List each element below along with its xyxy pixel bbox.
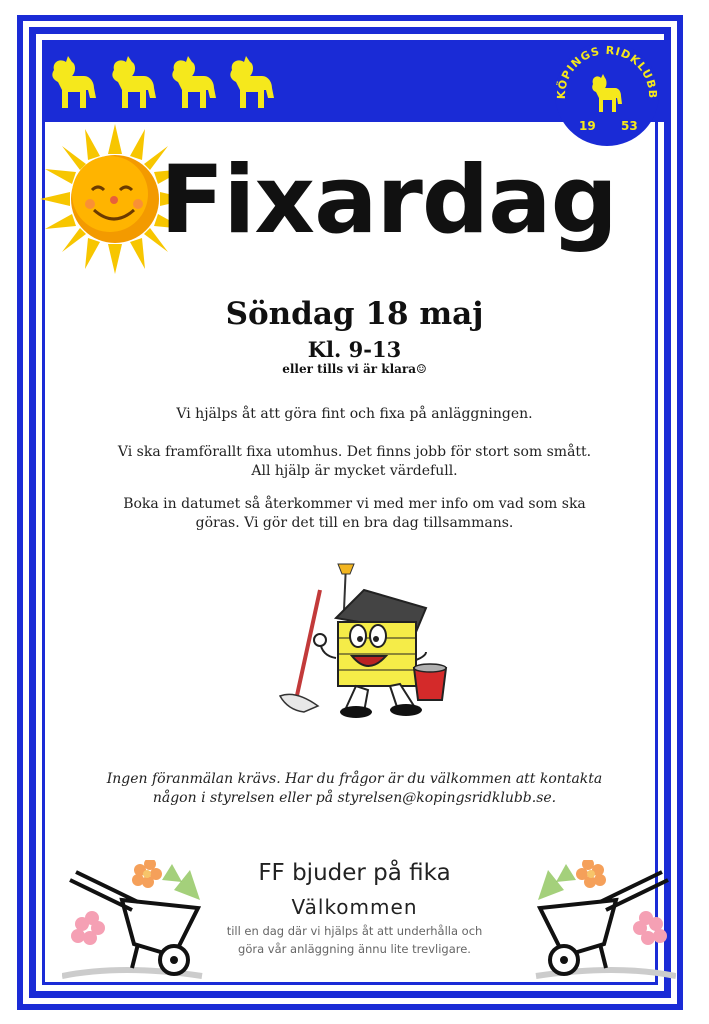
horse-icon xyxy=(224,54,276,112)
footer-text xyxy=(0,922,709,958)
svg-text:53: 53 xyxy=(621,119,638,133)
paragraph-line: Vi hjälps åt att göra fint och fixa på anläggningen. xyxy=(176,406,533,422)
paragraph-line: göras. Vi gör det till en bra dag tillsammans. xyxy=(195,515,514,531)
svg-text:19: 19 xyxy=(579,119,596,133)
house-mascot-icon xyxy=(276,560,456,720)
club-badge-logo xyxy=(545,34,665,146)
paragraph-2 xyxy=(0,443,709,481)
horse-icon xyxy=(106,54,158,112)
note-line-2: någon i styrelsen eller på styrelsen@kopingsridklubb.se. xyxy=(152,790,557,806)
paragraph-3 xyxy=(0,495,709,533)
paragraph-line: Boka in datumet så återkommer vi med mer info om vad som ska xyxy=(123,496,586,512)
event-time: Kl. 9-13 xyxy=(307,337,402,362)
horse-icon xyxy=(166,54,218,112)
note-line-1: Ingen föranmälan krävs. Har du frågor är du välkommen att kontakta xyxy=(106,771,603,787)
paragraph-1 xyxy=(0,405,709,424)
svg-text:KÖPINGS RIDKLUBB: KÖPINGS RIDKLUBB xyxy=(554,43,660,100)
page-title: Fixardag xyxy=(160,146,617,255)
welcome-heading: Välkommen xyxy=(291,895,418,919)
horse-icon xyxy=(46,54,98,112)
event-date: Söndag 18 maj xyxy=(225,296,484,332)
paragraph-line: Vi ska framförallt fixa utomhus. Det finns jobb för stort som smått. xyxy=(117,444,592,460)
paragraph-line: All hjälp är mycket värdefull. xyxy=(251,463,458,479)
fika-heading: FF bjuder på fika xyxy=(258,860,451,886)
footer-line-1: till en dag där vi hjälps åt att underhålla och xyxy=(226,924,483,938)
footer-line-2: göra vår anläggning ännu lite trevligare. xyxy=(238,942,471,956)
event-until: eller tills vi är klara☺ xyxy=(282,362,427,376)
registration-note xyxy=(0,770,709,808)
